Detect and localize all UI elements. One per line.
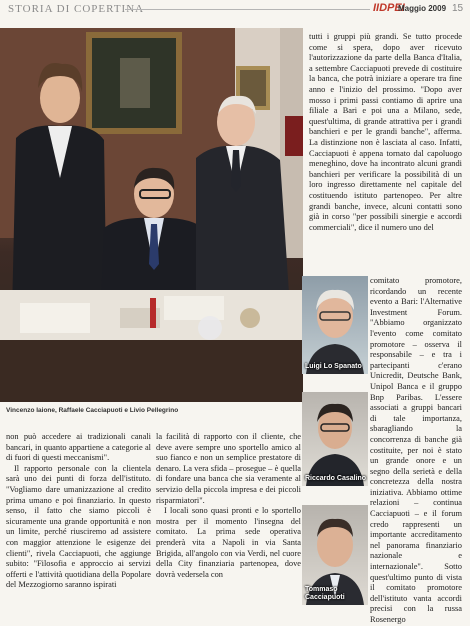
article-paragraph: non può accedere ai tradizionali canali bancari, in quanto appartiene a categorie al di fuori di questi meccanismi".	[6, 432, 151, 463]
article-paragraph: I locali sono quasi pronti e lo sportello mostra per il momento l'insegna del comitato. La prima sede operativa prenderà vita a Napoli in via Santa Brigida, all'angolo con via Verdi, nel cuore della City finanziaria partenopea, dove dovrà vedersela con	[156, 506, 301, 579]
portrait-photo-1	[302, 276, 368, 374]
photo-caption: Vincenzo Iaione, Raffaele Cacciapuoti e Livio Pellegrino	[6, 407, 179, 414]
article-column-4	[370, 276, 462, 626]
article-paragraph: la facilità di rapporto con il cliente, che deve avere sempre uno sportello amico al suo fianco e non un semplice prestatore di denaro. La vera sfida – prosegue – è quella di fondare una banca che sia veramente al servizio della piccola impresa e dei piccoli risparmiatori".	[156, 432, 301, 505]
portrait-illustration	[302, 392, 368, 486]
article-paragraph: Il rapporto personale con la clientela sarà uno dei punti di forza dell'istituto. "Vogliamo dare umanizzazione al credito prima umano e poi finanziario. In questo senso, il fatto che siamo piccoli è sicuramente una grande opportunità e non un limite, perché riusciremo ad assistere con maggior attenzione le esigenze dei clienti", rivela Cacciapuoti, che aggiunge subito: "Filosofia e approccio ai servizi offerti e l'attività quotidiana della Popolare del Mezzogiorno saranno ispirati	[6, 463, 151, 590]
article-paragraph: tutti i gruppi più grandi. Se tutto procede come si spera, dopo aver ricevuto l'autorizzazione da parte della Banca d'Italia, a settembre Cacciapuoti prevede di costituire la banca, che potrà iniziare a operare tra fine anno e l'inizio del prossimo. "Dopo aver mosso i primi passi contiamo di aprire una filiale a Bari e poi una a Milano, sede, quest'ultima, di grande attrattiva per i grandi banchieri e per le grandi banche", afferma. La distinzione non è lasciata al caso. Infatti, Cacciapuoti è appena tornato dal capoluogo meneghino, dove ha incontrato alcuni grandi banchieri per verificare la possibilità di un loro ingresso direttamente nel capitale del costituendo istituto partenopeo. Per altre grandi banche, invece, alcuni contatti sono già in corso "per possibili sinergie e accordi commerciali", dice il numero uno del	[309, 32, 462, 232]
page-number: 15	[452, 3, 464, 14]
portrait-photo-2	[302, 392, 368, 486]
portrait-photo-3	[302, 505, 368, 605]
header-divider	[125, 9, 370, 10]
article-column-1	[6, 432, 151, 591]
article-column-3	[309, 32, 462, 233]
main-photo-illustration	[0, 28, 303, 402]
magazine-logo: IIDPEI	[373, 2, 405, 14]
portrait-name: Tommaso Cacciapuoti	[305, 586, 345, 601]
issue-date: Maggio 2009	[398, 4, 447, 13]
portrait-name: Luigi Lo Spanato	[305, 363, 362, 370]
main-photo	[0, 28, 303, 402]
page-header	[0, 0, 470, 20]
portrait-name: Riccardo Casalino	[305, 475, 367, 482]
portrait-illustration	[302, 276, 368, 374]
article-paragraph: comitato promotore, ricordando un recente evento a Bari: l'Alternative Investment Forum. "Abbiamo organizzato l'evento come comitato promotore – osserva il responsabile – e tra i partecipanti c'erano Unicredit, Deutsche Bank, Unipol Banca e il gruppo Bnp Paribas. L'essere associati a gruppi bancari di tale importanza, sbaragliando la concorrenza di banche già costituite, per noi è stato un grande onore e un segno della serietà e della concretezza della nostra iniziativa. Abbiamo ottime relazioni – continua Cacciapuoti – e il forum credo rappresenti un importante accreditamento nel panorama finanziario nazionale e internazionale". Sotto quest'ultimo punto di vista il comitato promotore dell'istituto vanta accordi precisi con la russa Rosenergo	[370, 276, 462, 624]
section-title: STORIA DI COPERTINA	[8, 3, 145, 15]
article-column-2	[156, 432, 301, 580]
